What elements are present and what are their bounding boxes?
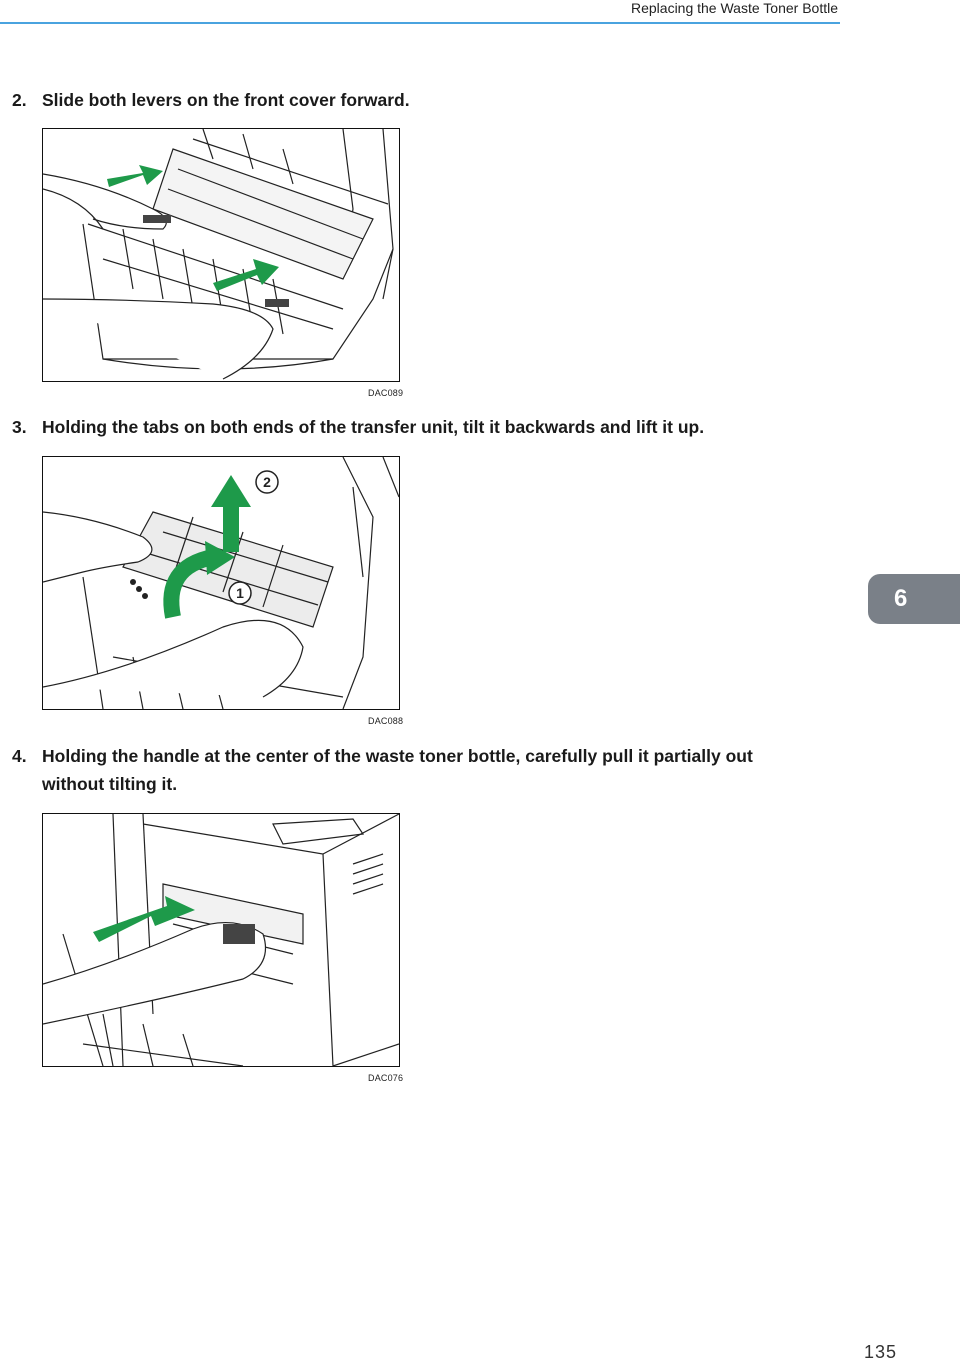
running-header: Replacing the Waste Toner Bottle — [630, 0, 838, 16]
step-2 — [12, 86, 812, 114]
step-number: 4. — [12, 746, 27, 766]
illustration-slide-levers — [42, 128, 400, 382]
callout-1 — [229, 582, 251, 604]
illustration-lift-transfer-unit — [42, 456, 400, 710]
step-text: Holding the handle at the center of the waste toner bottle, carefully pull it partially out without tilting it. — [42, 746, 753, 794]
step-4 — [12, 742, 812, 794]
illustration-pull-waste-toner-bottle — [42, 813, 400, 1067]
step-number: 2. — [12, 90, 27, 110]
callout-2-label: 2 — [263, 474, 271, 490]
step-number: 3. — [12, 417, 27, 437]
callout-2 — [256, 471, 278, 493]
figure-code: DAC089 — [368, 388, 404, 398]
step-3 — [12, 413, 812, 441]
page-number: 135 — [864, 1342, 898, 1362]
callout-1-label: 1 — [236, 585, 244, 601]
chapter-tab: 6 — [868, 574, 960, 624]
step-text: Slide both levers on the front cover forward. — [42, 90, 410, 110]
figure-code: DAC088 — [368, 716, 404, 726]
figure-code: DAC076 — [368, 1073, 404, 1083]
header-rule — [0, 22, 840, 24]
step-text: Holding the tabs on both ends of the transfer unit, tilt it backwards and lift it up. — [42, 417, 705, 437]
